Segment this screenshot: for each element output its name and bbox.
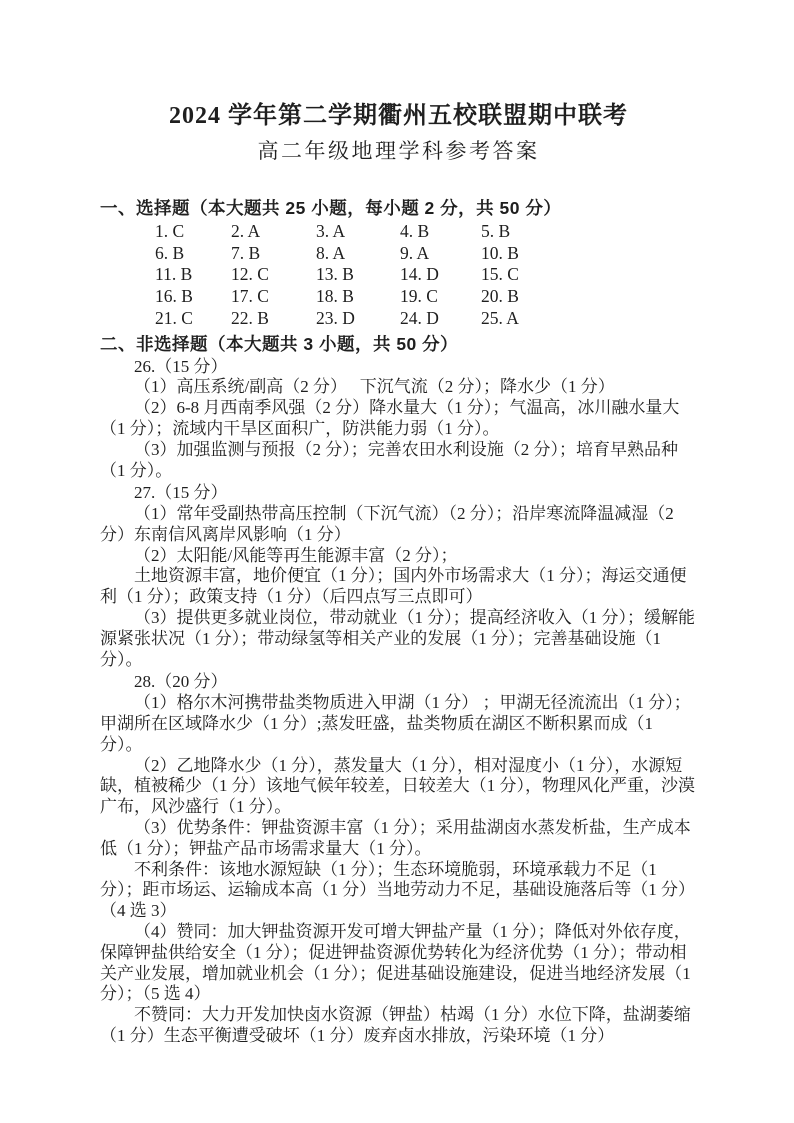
choice-answer-table bbox=[155, 221, 697, 330]
choice-answer-21: 21. C bbox=[155, 307, 193, 328]
choice-answer-15: 15. C bbox=[481, 264, 519, 285]
choice-answer-row bbox=[155, 308, 697, 330]
choice-answer-9: 9. A bbox=[400, 242, 430, 263]
choice-answer-14: 14. D bbox=[400, 264, 439, 285]
choice-answer-6: 6. B bbox=[155, 242, 185, 263]
choice-answer-4: 4. B bbox=[400, 221, 430, 241]
answer-paragraph: 土地资源丰富，地价便宜（1 分）；国内外市场需求大（1 分）；海运交通便利（1 分）；政策支持（1 分）（后四点写三点即可） bbox=[100, 566, 687, 607]
choice-answer-row bbox=[155, 264, 697, 286]
answer-paragraph: 不赞同：大力开发加快卤水资源（钾盐）枯竭（1 分）水位下降，盐湖萎缩（1 分）生态平衡遭受破坏（1 分）废弃卤水排放，污染环境（1 分） bbox=[100, 1005, 691, 1046]
choice-answer-7: 7. B bbox=[231, 242, 261, 263]
choice-answer-2: 2. A bbox=[231, 221, 261, 241]
answer-paragraph: （3）加强监测与预报（2 分）；完善农田水利设施（2 分）；培育早熟品种（1 分）。 bbox=[100, 439, 678, 480]
section1-heading: 一、选择题（本大题共 25 小题，每小题 2 分，共 50 分） bbox=[100, 198, 562, 218]
choice-answer-13: 13. B bbox=[316, 264, 354, 285]
answer-paragraph: （2）乙地降水少（1 分），蒸发量大（1 分），相对湿度小（1 分），水源短缺，植被稀少（1 分）该地气候年较差，日较差大（1 分），物理风化严重，沙漠广布，风沙盛行（1 分）。 bbox=[100, 755, 695, 817]
answer-paragraph: （4）赞同：加大钾盐资源开发可增大钾盐产量（1 分）；降低对外依存度，保障钾盐供给安全（1 分）；促进钾盐资源优势转化为经济优势（1 分）；带动相关产业发展，增加就业机会（1 分）；促进基础设施建设，促进当地经济发展（1 分）；（5 选 4） bbox=[100, 922, 695, 1004]
answer-paragraph: （3）提供更多就业岗位，带动就业（1 分）；提高经济收入（1 分）；缓解能源紧张状况（1 分）；带动绿氢等相关产业的发展（1 分）；完善基础设施（1 分）。 bbox=[100, 608, 695, 669]
answer-paragraph: （2）6-8 月西南季风强（2 分）降水量大（1 分）；气温高，冰川融水量大（1 分）；流域内干旱区面积广，防洪能力弱（1 分）。 bbox=[100, 398, 680, 438]
answer-paragraph: （2）太阳能/风能等再生能源丰富（2 分）； bbox=[134, 545, 458, 565]
question-26-block bbox=[100, 357, 697, 482]
choice-answer-8: 8. A bbox=[316, 242, 346, 263]
section2-heading: 二、非选择题（本大题共 3 小题，共 50 分） bbox=[100, 333, 459, 354]
choice-answer-22: 22. B bbox=[231, 307, 269, 328]
choice-answer-24: 24. D bbox=[400, 307, 439, 328]
choice-answer-25: 25. A bbox=[481, 307, 519, 328]
question-27-block bbox=[100, 483, 697, 670]
question-26-number: 26.（15 分） bbox=[134, 356, 228, 376]
choice-answer-19: 19. C bbox=[400, 286, 438, 307]
choice-answer-10: 10. B bbox=[481, 242, 519, 263]
choice-answer-3: 3. A bbox=[316, 221, 346, 241]
answer-paragraph: 不利条件：该地水源短缺（1 分）；生态环境脆弱，环境承载力不足（1 分）；距市场运、运输成本高（1 分）当地劳动力不足，基础设施落后等（1 分）（4 选 3） bbox=[100, 859, 695, 921]
choice-answer-23: 23. D bbox=[316, 307, 355, 328]
choice-answer-18: 18. B bbox=[316, 286, 354, 307]
page-subtitle: 高二年级地理学科参考答案 bbox=[257, 139, 540, 163]
answer-paragraph: （1）格尔木河携带盐类物质进入甲湖（1 分） ；甲湖无径流流出（1 分）；甲湖所在区域降水少（1 分）;蒸发旺盛，盐类物质在湖区不断积累而成（1 分）。 bbox=[100, 693, 691, 754]
page-title: 2024 学年第二学期衢州五校联盟期中联考 bbox=[169, 103, 628, 129]
choice-answer-17: 17. C bbox=[231, 286, 269, 307]
choice-answer-row bbox=[155, 221, 697, 243]
answer-paragraph: （3）优势条件：钾盐资源丰富（1 分）；采用盐湖卤水蒸发析盐，生产成本低（1 分）；钾盐产品市场需求量大（1 分）。 bbox=[100, 818, 691, 858]
choice-answer-16: 16. B bbox=[155, 286, 193, 307]
choice-answer-row bbox=[155, 243, 697, 265]
question-28-block bbox=[100, 672, 697, 1046]
choice-answer-12: 12. C bbox=[231, 264, 269, 285]
choice-answer-11: 11. B bbox=[155, 264, 193, 285]
choice-answer-1: 1. C bbox=[155, 221, 185, 241]
choice-answer-5: 5. B bbox=[481, 221, 511, 241]
question-28-number: 28.（20 分） bbox=[134, 672, 228, 692]
answer-paragraph: （1）高压系统/副高（2 分） 下沉气流（2 分）；降水少（1 分） bbox=[134, 377, 615, 397]
answer-paragraph: （1）常年受副热带高压控制（下沉气流）（2 分）；沿岸寒流降温减湿（2 分）东南信风离岸风影响（1 分） bbox=[100, 504, 678, 544]
choice-answer-20: 20. B bbox=[481, 286, 519, 307]
question-27-number: 27.（15 分） bbox=[134, 483, 228, 503]
choice-answer-row bbox=[155, 286, 697, 308]
